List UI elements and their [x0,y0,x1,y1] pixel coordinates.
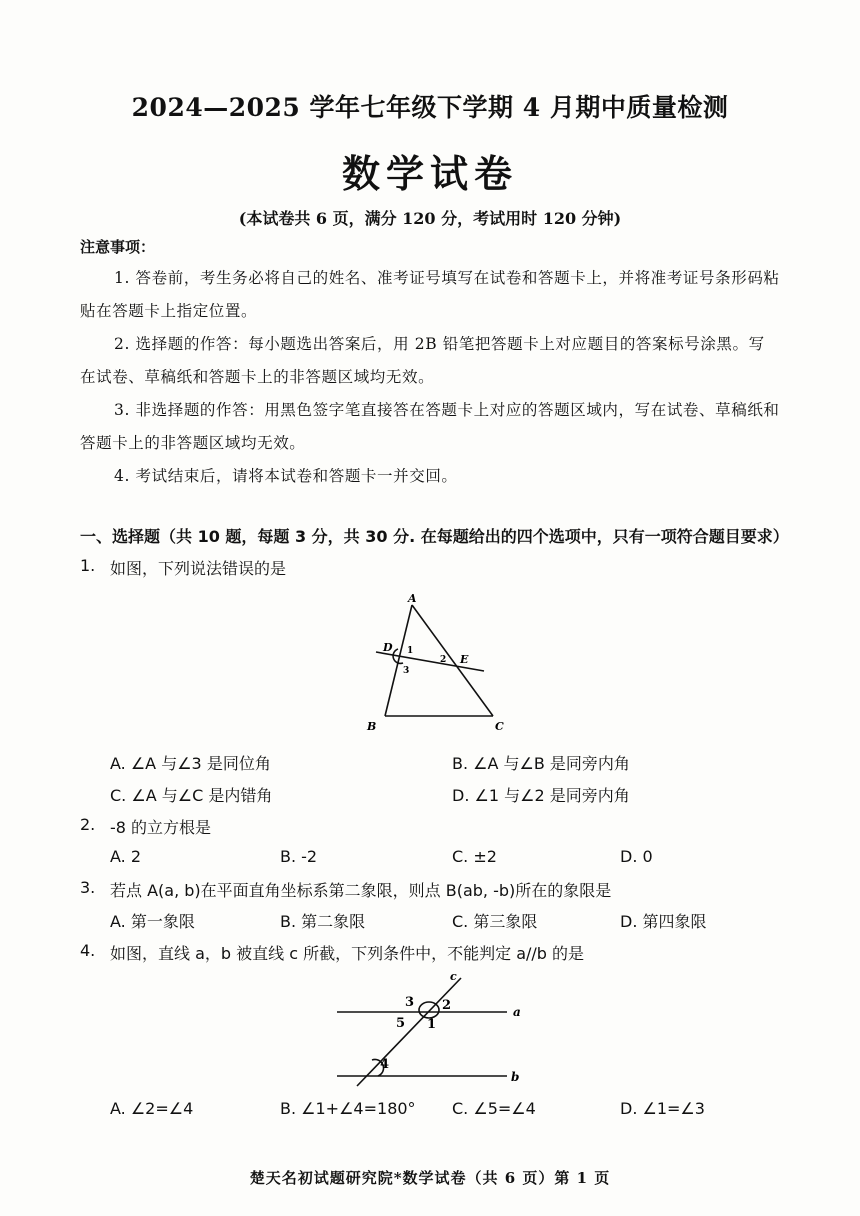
question-number: 3. [80,878,96,897]
option-d: D. ∠1=∠3 [620,1099,705,1118]
question-text: 如图，直线 a，b 被直线 c 所截，下列条件中，不能判定 a//b 的是 [110,944,585,963]
angle-label-5: 5 [396,1016,406,1031]
option-b: B. 第二象限 [280,912,366,931]
option-d: D. ∠1 与∠2 是同旁内角 [452,786,630,805]
question-text: 若点 A(a, b)在平面直角坐标系第二象限，则点 B(ab, -b)所在的象限是 [110,881,612,900]
angle-arc [419,1002,439,1018]
angle-label-3: 3 [403,666,410,676]
label-e: E [460,653,469,666]
question-text: -8 的立方根是 [110,818,212,837]
option-a: A. 第一象限 [110,912,195,931]
label-a: a [513,1005,521,1019]
option-a: A. ∠2=∠4 [110,1099,194,1118]
angle-label-1: 1 [407,646,414,656]
angle-label-1: 1 [427,1017,437,1032]
label-d: D [383,641,393,654]
option-a: A. 2 [110,847,142,866]
option-a: A. ∠A 与∠3 是同位角 [110,754,271,773]
label-a: A [408,592,417,605]
exam-title: 2024—2025 学年七年级下学期 4 月期中质量检测 [131,93,729,122]
option-c: C. ∠5=∠4 [452,1099,536,1118]
option-b: B. ∠A 与∠B 是同旁内角 [452,754,630,773]
notice-item-1: 1. 答卷前，考生务必将自己的姓名、准考证号填写在试卷和答题卡上，并将准考证号条形码粘贴在答题卡上指定位置。 [80,269,780,320]
section-heading: 一、选择题（共 10 题，每题 3 分，共 30 分. 在每题给出的四个选项中，只有一项符合题目要求） [80,527,789,546]
parallel-lines-figure [325,968,535,1090]
triangle-figure [360,588,520,738]
question-text: 如图，下列说法错误的是 [110,559,287,578]
option-d: D. 0 [620,847,653,866]
option-b: B. ∠1+∠4=180° [280,1099,416,1118]
angle-label-2: 2 [442,998,452,1013]
notice-item-2: 2. 选择题的作答：每小题选出答案后，用 2B 铅笔把答题卡上对应题目的答案标号涂黑。写在试卷、草稿纸和答题卡上的非答题区域均无效。 [80,335,765,386]
angle-label-2: 2 [440,655,447,665]
question-number: 4. [80,941,96,960]
angle-label-4: 4 [380,1057,390,1072]
angle-label-3: 3 [405,995,415,1010]
label-c: C [495,720,504,733]
side-ab [385,605,412,716]
option-d: D. 第四象限 [620,912,707,931]
option-c: C. ∠A 与∠C 是内错角 [110,786,273,805]
exam-info: (本试卷共 6 页，满分 120 分，考试用时 120 分钟) [238,209,622,228]
page-footer: 楚天名初试题研究院*数学试卷（共 6 页）第 1 页 [249,1169,611,1187]
label-b: b [511,1070,520,1084]
subject-title: 数学试卷 [341,151,518,196]
option-c: C. 第三象限 [452,912,538,931]
label-b: B [367,720,377,733]
notice-item-3: 3. 非选择题的作答：用黑色签字笔直接答在答题卡上对应的答题区域内，写在试卷、草稿纸和答题卡上的非答题区域均无效。 [80,401,780,452]
label-c: c [450,970,457,983]
question-number: 2. [80,815,96,834]
option-b: B. -2 [280,847,318,866]
notice-heading: 注意事项： [80,238,156,256]
question-number: 1. [80,556,96,575]
notice-item-4: 4. 考试结束后，请将本试卷和答题卡一并交回。 [114,467,458,485]
option-c: C. ±2 [452,847,497,866]
